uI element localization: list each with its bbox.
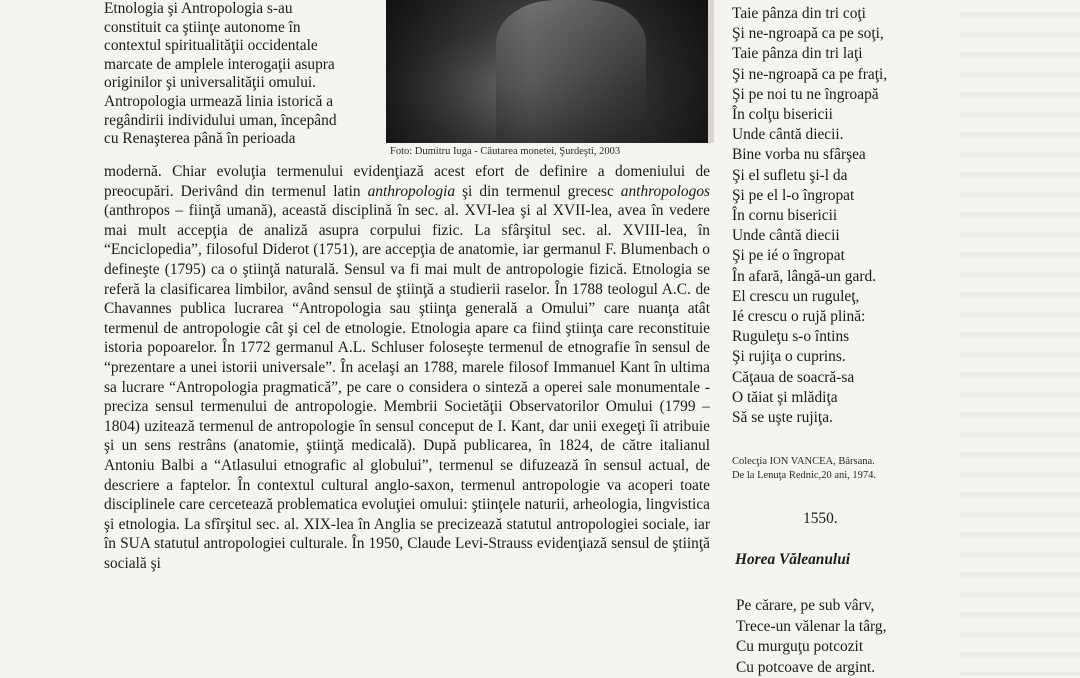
source-informant: De la Lenuţa Rednic,20 ani, 1974. [732,469,952,483]
poem-line: Şi el sufletu şi-l da [732,166,932,186]
intro-line: marcate de amplele interogaţii asupra [104,56,376,75]
poem-line: Pe cărare, pe sub vârv, [736,596,956,617]
poem-1 [732,4,932,428]
poem-line: El crescu un ruguleţ, [732,287,932,307]
intro-line: cu Renaşterea până în perioada [104,130,376,149]
article-paragraph [104,162,710,573]
italic-term: anthropologia [368,183,456,200]
source-collection: Colecţia ION VANCEA, Bârsana. [732,455,952,469]
poem-line: Şi pe noi tu ne îngroapă [732,85,932,105]
intro-line: originilor şi universalităţii omului. [104,74,376,93]
intro-line: constituit ca ştiinţe autonome în [104,19,376,38]
poem-line: Căţaua de soacră-sa [732,368,932,388]
page-bleed-texture [960,0,1080,675]
article-body [104,162,710,573]
poem-line: Taie pânza din tri laţi [732,44,932,64]
poem-line: Şi ne-ngroapă ca pe fraţi, [732,65,932,85]
italic-term: anthropologos [621,183,710,200]
photo-shading [386,0,708,143]
photo-caption: Foto: Dumitru Iuga - Căutarea monetei, Şurdeşti, 2003 [390,145,710,158]
intro-line: Antropologia urmează linia istorică a [104,93,376,112]
poem-line: Şi pe ié o îngropat [732,246,932,266]
poem-line: În cornu bisericii [732,206,932,226]
poem-line: Taie pânza din tri coţi [732,4,932,24]
body-text-segment: (anthropos – fiinţă umană), această disciplină în sec. al. XVI-lea şi al XVII-lea, avea în vedere mai mult accepţia de analiză asupra corpului fizic. La sfârşitul sec. al. XVIII-lea, în “Enciclopedia”, filosoful Diderot (1751), are accepţia de anatomie, iar germanul F. Blumenbach o defineşte (1795) ca o ştiinţă naturală. Sensul va fi mai mult de antropologie fizică. Etnologia se referă la clasificarea limbilor, având sensul de ştiinţă a studierii raselor. În 1788 teologul A.C. de Chavannes publica lucrarea “Antropologia sau ştiinţa generală a Omului” care nuanţa atât termenul de antropologie cât şi cel de etnologie. Etnologia apare ca fiind ştiinţa care reconstituie istoria popoarelor. În 1772 germanul A.L. Schluser foloseşte termenul de etnografie în sensul de “prezentare a unei istorii universale”. În acelaşi an 1788, marele filosof Immanuel Kant în ultima sa lucrare “Antropologia pragmatică”, pe care o considera o sinteză a operei sale monumentale - preciza sensul termenului de antropologie. Membrii Societăţii Observatorilor Omului (1799 – 1804) uzitează termenul de antropologie în sensul conceput de I. Kant, dar unii exegeţi îi atribuie şi un sens restrâns (anatomie, ştiinţă medicală). După publicarea, în 1824, de către italianul Antoniu Balbi a “Atlasului etnografic al globului”, termenul se difuzează în sensul actual, de descriere a faptelor. În contextul cultural anglo-saxon, termenul antropologie va acoperi toate disciplinele care cercetează problematica evoluţiei omului: ştiinţele naturii, arheologia, lingvistica şi etnologia. La sfîrşitul sec. al. XIX-lea în Anglia se precizează statutul antropologiei sociale, iar în SUA statutul antropologiei culturale. În 1950, Claude Levi-Strauss evidenţiază sensul de ştiinţă socială şi [104,202,710,572]
poem-line: Unde cântă diecii. [732,125,932,145]
poem-line: Şi rujiţa o cuprins. [732,347,932,367]
poem-line: În afară, lângă-un gard. [732,267,932,287]
poem-line: Cu potcoave de argint. [736,658,956,678]
poem-1-source [732,455,952,483]
poem-line: Şi ne-ngroapă ca pe soţi, [732,24,932,44]
intro-line: regândirii individului uman, începând [104,112,376,131]
article-intro [104,0,376,149]
poem-line: Bine vorba nu sfârşea [732,145,932,165]
intro-line: Etnologia şi Antropologia s-au [104,0,376,19]
poem-line: Unde cântă diecii [732,226,932,246]
poem-line: Şi pe el l-o îngropat [732,186,932,206]
body-text-segment: şi din termenul grecesc [455,183,621,200]
intro-line: contextul spiritualităţii occidentale [104,37,376,56]
poem-line: Trece-un vălenar la târg, [736,617,956,638]
poem-number: 1550. [803,510,838,528]
body-text-segment: modernă. Chiar evoluţia termenului evidenţiază acest efort de definire a domeniului de preocupări. Derivând din termenul latin [104,163,710,200]
poem-line: În colţu bisericii [732,105,932,125]
poem-2 [736,596,956,678]
photograph [386,0,714,143]
poem-line: Ié crescu o rujă plină: [732,307,932,327]
poem-line: Ruguleţu s-o întins [732,327,932,347]
poem-line: O tăiat şi mlădiţa [732,388,932,408]
poem-title: Horea Văleanului [735,551,850,569]
poem-line: Să se uşte rujiţa. [732,408,932,428]
poem-line: Cu murguţu potcozit [736,637,956,658]
